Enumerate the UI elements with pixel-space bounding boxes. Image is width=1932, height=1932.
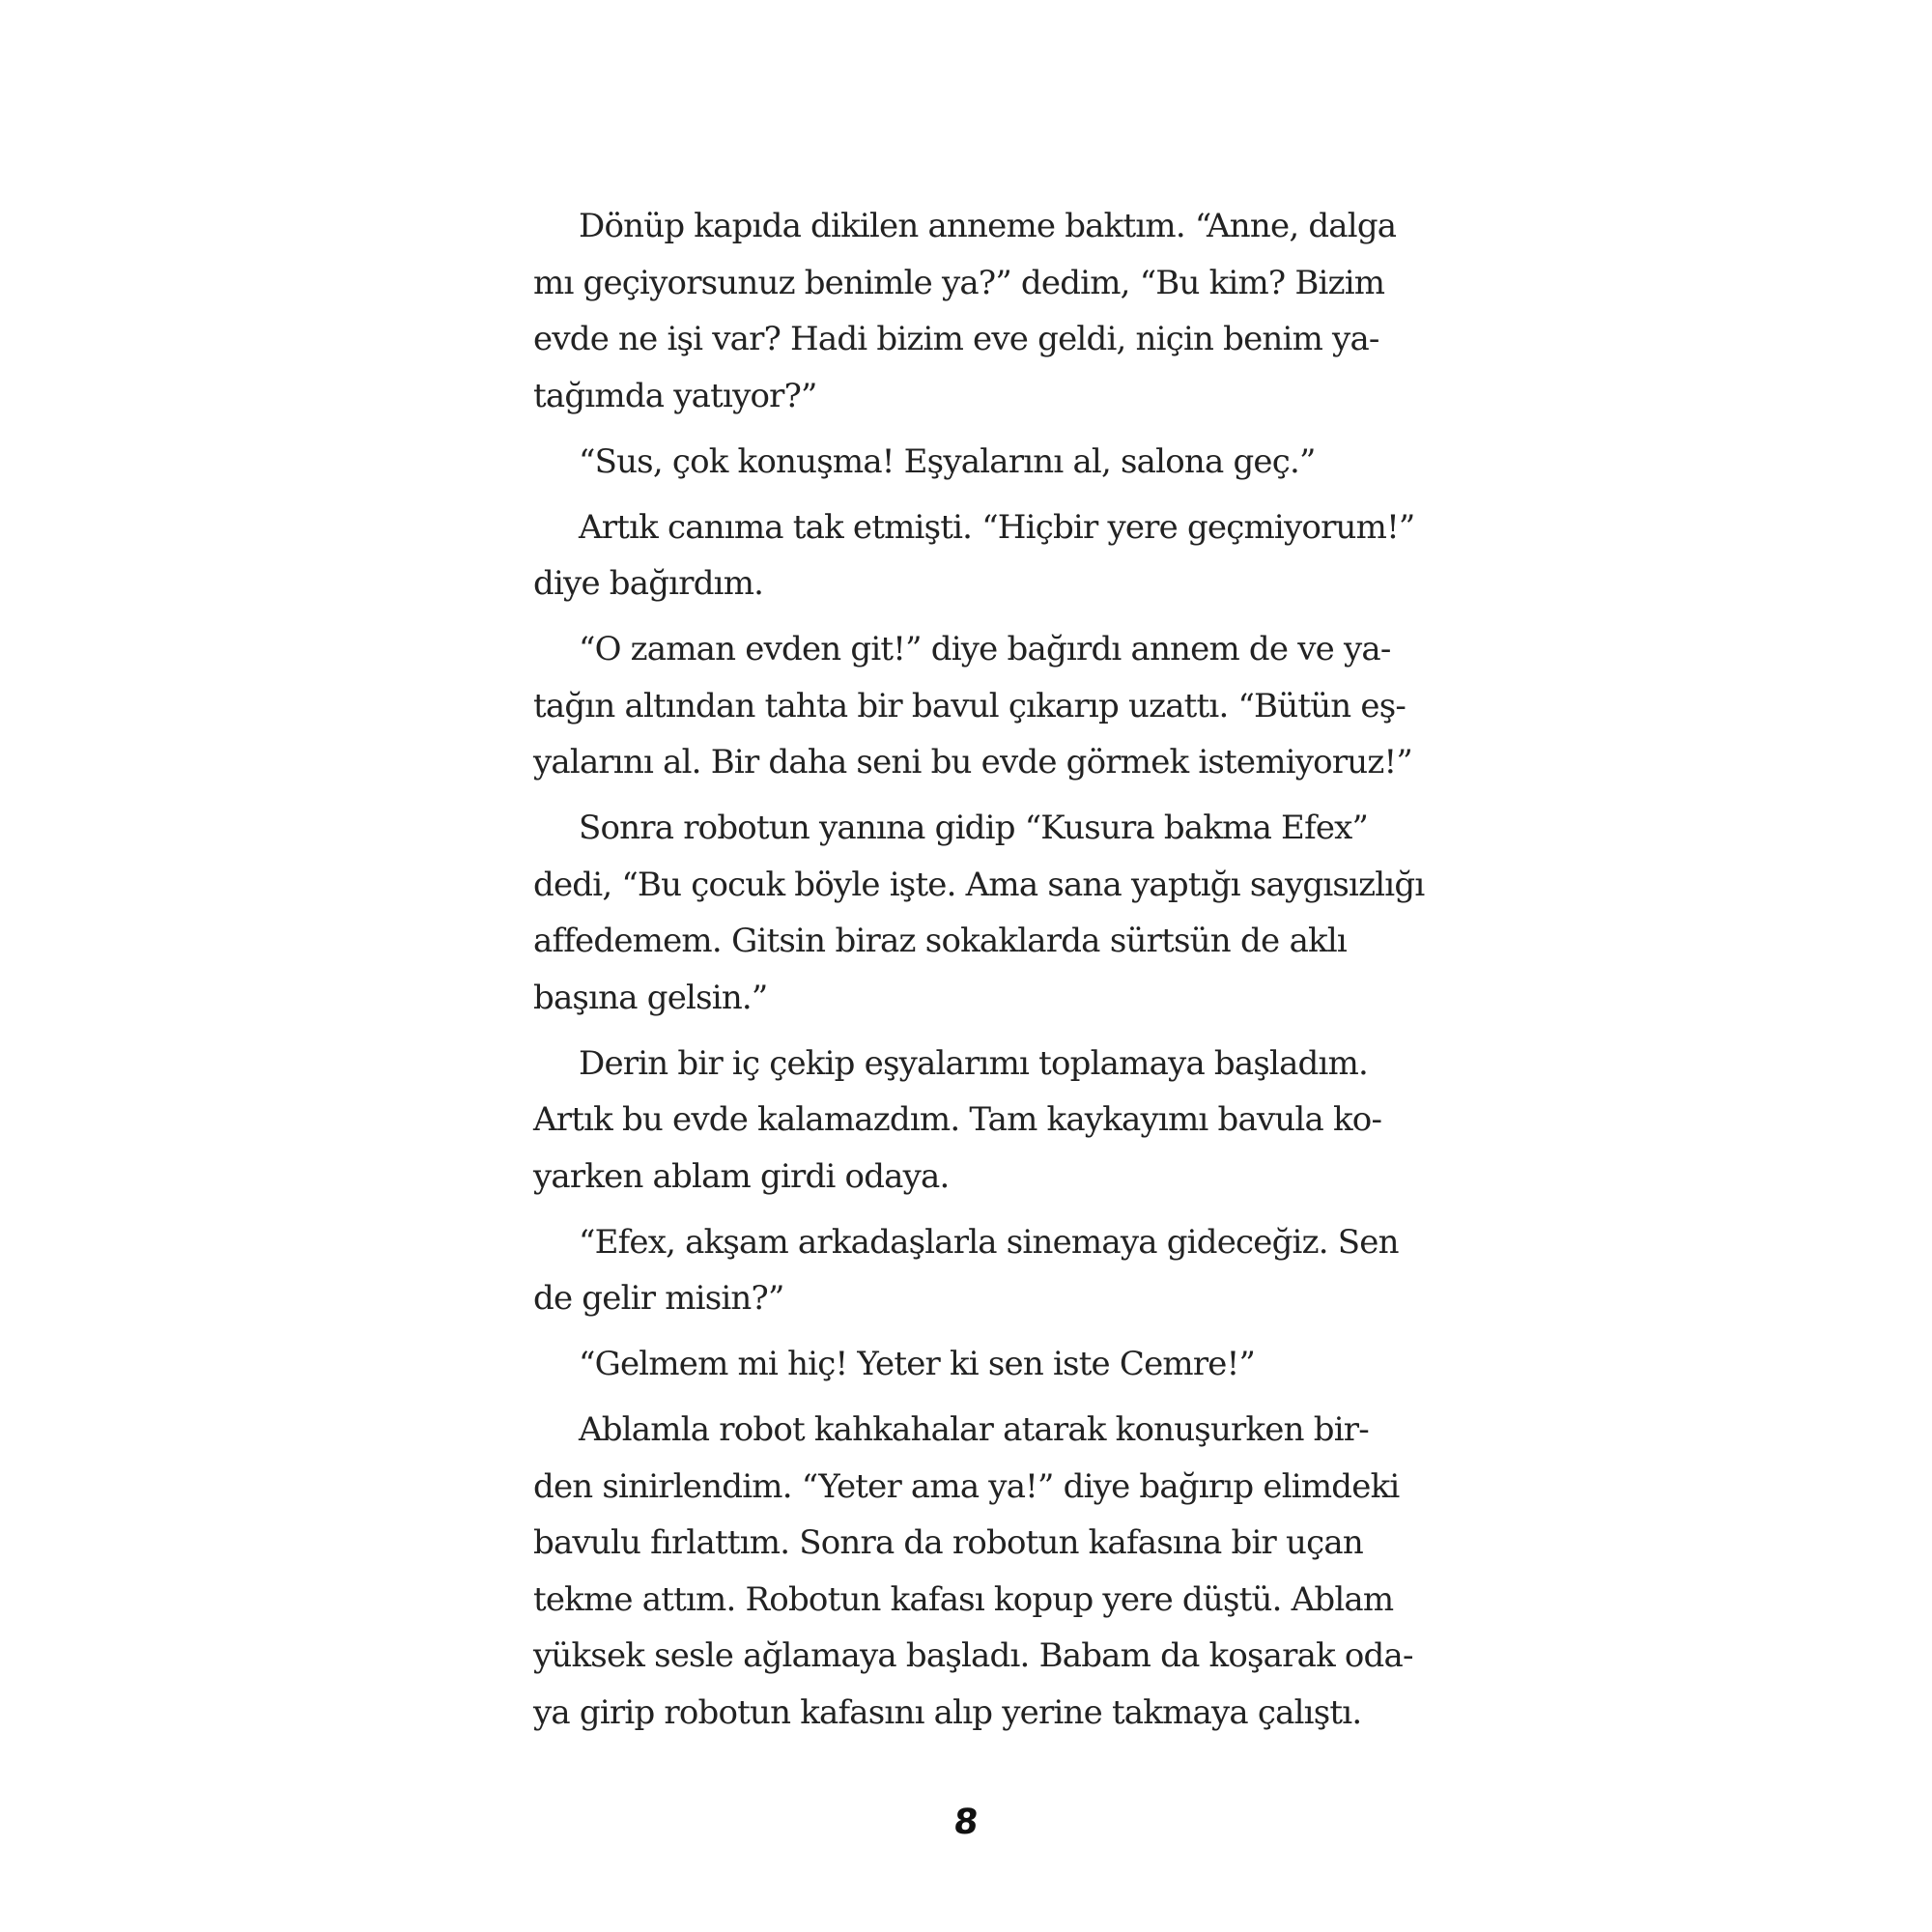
page-number: 8: [952, 1803, 980, 1842]
text-line: ya girip robotun kafasını alıp yerine takmaya çalıştı.: [533, 1692, 1362, 1732]
paragraph: [533, 1214, 1399, 1327]
text-line: “Gelmem mi hiç! Yeter ki sen iste Cemre!”: [579, 1345, 1256, 1383]
body-text: [533, 198, 1425, 1750]
text-line: diye bağırdım.: [533, 564, 764, 603]
text-line: tağın altından tahta bir bavul çıkarıp uzattı. “Bütün eş-: [533, 686, 1406, 725]
text-line: “Efex, akşam arkadaşlarla sinemaya gideceğiz. Sen: [579, 1222, 1399, 1262]
text-line: “Sus, çok konuşma! Eşyalarını al, salona geç.”: [579, 441, 1316, 481]
paragraph: [533, 800, 1425, 1026]
text-line: “O zaman evden git!” diye bağırdı annem de ve ya-: [579, 630, 1391, 668]
text-line: başına gelsin.”: [533, 978, 768, 1017]
text-line: Artık bu evde kalamazdım. Tam kaykayımı bavula ko-: [533, 1100, 1382, 1139]
text-line: den sinirlendim. “Yeter ama ya!” diye bağırıp elimdeki: [533, 1466, 1400, 1506]
text-line: de gelir misin?”: [533, 1279, 784, 1318]
text-line: mı geçiyorsunuz benimle ya?” dedim, “Bu kim? Bizim: [533, 263, 1385, 302]
paragraph: [533, 621, 1412, 791]
text-line: evde ne işi var? Hadi bizim eve geldi, niçin benim ya-: [533, 320, 1379, 358]
text-line: Artık canıma tak etmişti. “Hiçbir yere geçmiyorum!”: [579, 507, 1415, 547]
text-line: tağımda yatıyor?”: [533, 376, 817, 415]
text-line: bavulu fırlattım. Sonra da robotun kafasına bir uçan: [533, 1523, 1363, 1562]
paragraph: [533, 198, 1397, 424]
text-line: Dönüp kapıda dikilen anneme baktım. “Anne, dalga: [579, 207, 1397, 245]
paragraph: [533, 434, 1347, 491]
text-line: Ablamla robot kahkahalar atarak konuşurken bir-: [579, 1410, 1369, 1449]
text-line: yalarını al. Bir daha seni bu evde görmek istemiyoruz!”: [533, 743, 1412, 781]
text-line: Sonra robotun yanına gidip “Kusura bakma Efex”: [579, 809, 1369, 847]
paragraph: [533, 1402, 1413, 1741]
paragraph: [533, 1336, 1347, 1393]
text-line: dedi, “Bu çocuk böyle işte. Ama sana yaptığı saygısızlığı: [533, 865, 1425, 904]
text-line: tekme attım. Robotun kafası kopup yere düştü. Ablam: [533, 1579, 1394, 1619]
paragraph: [533, 499, 1415, 612]
text-line: Derin bir iç çekip eşyalarımı toplamaya başladım.: [579, 1043, 1369, 1083]
text-line: yarken ablam girdi odaya.: [533, 1156, 950, 1196]
paragraph: [533, 1036, 1382, 1206]
text-line: yüksek sesle ağlamaya başladı. Babam da koşarak oda-: [533, 1636, 1413, 1675]
text-line: affedemem. Gitsin biraz sokaklarda sürtsün de aklı: [533, 922, 1347, 960]
